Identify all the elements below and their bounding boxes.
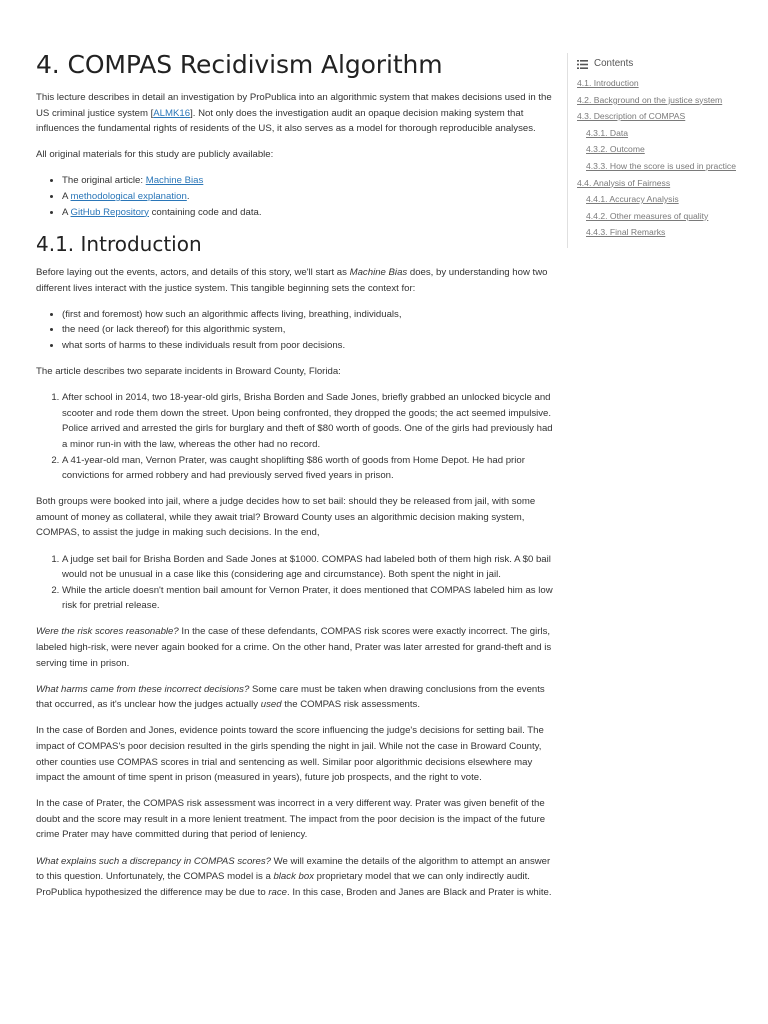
paragraph: What harms came from these incorrect decisions? Some care must be taken when drawing conclusions from the events that occurred, as it's unclear how the judges actually used the COMPAS risk assessments. [36,683,545,711]
paragraph: Before laying out the events, actors, and details of this story, we'll start as Machine Bias does, by understanding how two different lives interact with the justice system. This tangible beginning sets the context for: [36,267,548,294]
toc-link-data[interactable]: 4.3.1. Data [586,127,629,138]
toc-item [568,175,758,192]
toc-item [568,224,758,241]
paragraph: Both groups were booked into jail, where a judge decides how to set bail: should they be released from jail, with some amount of money as collateral, while they await trial? Broward County uses an algorithmic decision making system, COMPAS, to assist the judge in making such decisions. In the end, [36,496,536,539]
citation-link[interactable]: ALMK16 [153,107,191,119]
intro-paragraph: This lecture describes in detail an investigation by ProPublica into an algorithmic system that makes decisions used in the US criminal justice system [ALMK16]. Not only does the investigation audit an opaque decision making system that influences the fundamental rights of residents of the US, it also serves as a model for thorough reproducible analyses. [36,92,552,135]
context-list [36,307,558,354]
list-item: • (first and foremost) how such an algorithmic affects living, breathing, individuals, [62,307,558,323]
list-icon [577,60,588,69]
machine-bias-link[interactable]: Machine Bias [145,175,204,187]
toc-list [568,75,758,241]
toc-item [568,125,758,142]
list-item: 1. After school in 2014, two 18-year-old girls, Brisha Borden and Sade Jones, briefly grabbed an unlocked bicycle and scooter and rode them down the street. Upon being confronted, they dropped the goods; the act seemed impulsive. Police arrived and arrested the girls for burglary and theft of $80 worth of goods. One of the girls had previously had a minor run-in with the law, whereas the other had no record. [62,390,558,452]
list-item: 1. A judge set bail for Brisha Borden and Sade Jones at $1000. COMPAS had labeled both of them high risk. A $0 bail would not be unusual in a case like this (considering age and circumstance). Both spent the night in jail. [62,552,558,583]
materials-list [36,173,558,220]
methodology-link[interactable]: methodological explanation [70,190,187,202]
toc-item [568,208,758,225]
toc-link-introduction[interactable]: 4.1. Introduction [577,78,639,88]
github-link[interactable]: GitHub Repository [70,206,149,218]
paragraph: In the case of Prater, the COMPAS risk assessment was incorrect in a very different way. Prater was given benefit of the doubt and the score may result in a more lenient treatment. The impact from the poor decision is the impact of the future crime Prater may have committed during that period of leniency. [36,798,546,841]
list-item: • A GitHub Repository containing code and data. [62,205,558,221]
toc-link-outcome[interactable]: 4.3.2. Outcome [586,144,645,155]
toc-item [568,141,758,158]
paragraph: What explains such a discrepancy in COMPAS scores? We will examine the details of the algorithm to attempt an answer to this question. Unfortunately, the COMPAS model is a black box proprietary model that we can only indirectly audit. ProPublica hypothesized the difference may be due to race. In this case, Broden and Janes are Black and Prater is white. [36,855,552,898]
toc-item [568,158,758,175]
toc-item [568,75,758,92]
list-item: • what sorts of harms to these individuals result from poor decisions. [62,338,558,354]
toc-link-score-usage[interactable]: 4.3.3. How the score is used in practice [586,160,736,171]
toc-header [568,53,758,75]
list-item: 2. A 41-year-old man, Vernon Prater, was caught shoplifting $86 worth of goods from Home Depot. He had prior convictions for armed robbery and had previously served fived years in prison. [62,453,558,484]
toc-item [568,108,758,125]
toc-item [568,191,758,208]
list-item: • the need (or lack thereof) for this algorithmic system, [62,322,558,338]
list-item: 2. While the article doesn't mention bail amount for Vernon Prater, it does mentioned that COMPAS labeled him as low risk for pretrial release. [62,583,558,614]
toc-link-quality[interactable]: 4.4.2. Other measures of quality [586,210,709,221]
toc-link-fairness[interactable]: 4.4. Analysis of Fairness [577,177,671,188]
paragraph: Were the risk scores reasonable? In the case of these defendants, COMPAS risk scores were exactly incorrect. The girls, labeled high-risk, were never again booked for a crime. On the other hand, Prater was later arrested for grand-theft and is serving time in prison. [36,626,552,669]
outcomes-list [36,552,558,614]
page-title: 4. COMPAS Recidivism Algorithm [36,50,443,79]
list-item: • A methodological explanation. [62,189,558,205]
toc-link-accuracy[interactable]: 4.4.1. Accuracy Analysis [586,194,679,205]
toc-title: Contents [594,57,634,69]
paragraph: The article describes two separate incidents in Broward County, Florida: [36,366,341,378]
table-of-contents [567,53,758,248]
toc-item [568,92,758,109]
paragraph: In the case of Borden and Jones, evidence points toward the score influencing the judge's decisions for setting bail. The impact of COMPAS's poor decision resulted in the girls spending the night in jail. While not the case in Broward County, other counties use COMPAS scores in trial and sentencing as well. Similar poor algorithmic decisions elsewhere may impact the amount of time spent in prison (measured in years), future job prospects, and the right to vote. [36,725,544,784]
materials-intro: All original materials for this study are publicly available: [36,149,274,161]
incidents-list [36,390,558,484]
main-content [36,48,558,911]
toc-link-remarks[interactable]: 4.4.3. Final Remarks [586,227,666,238]
toc-link-description[interactable]: 4.3. Description of COMPAS [577,111,686,122]
toc-link-background[interactable]: 4.2. Background on the justice system [577,94,723,105]
list-item: • The original article: Machine Bias [62,173,558,189]
section-heading: 4.1. Introduction [36,232,202,257]
